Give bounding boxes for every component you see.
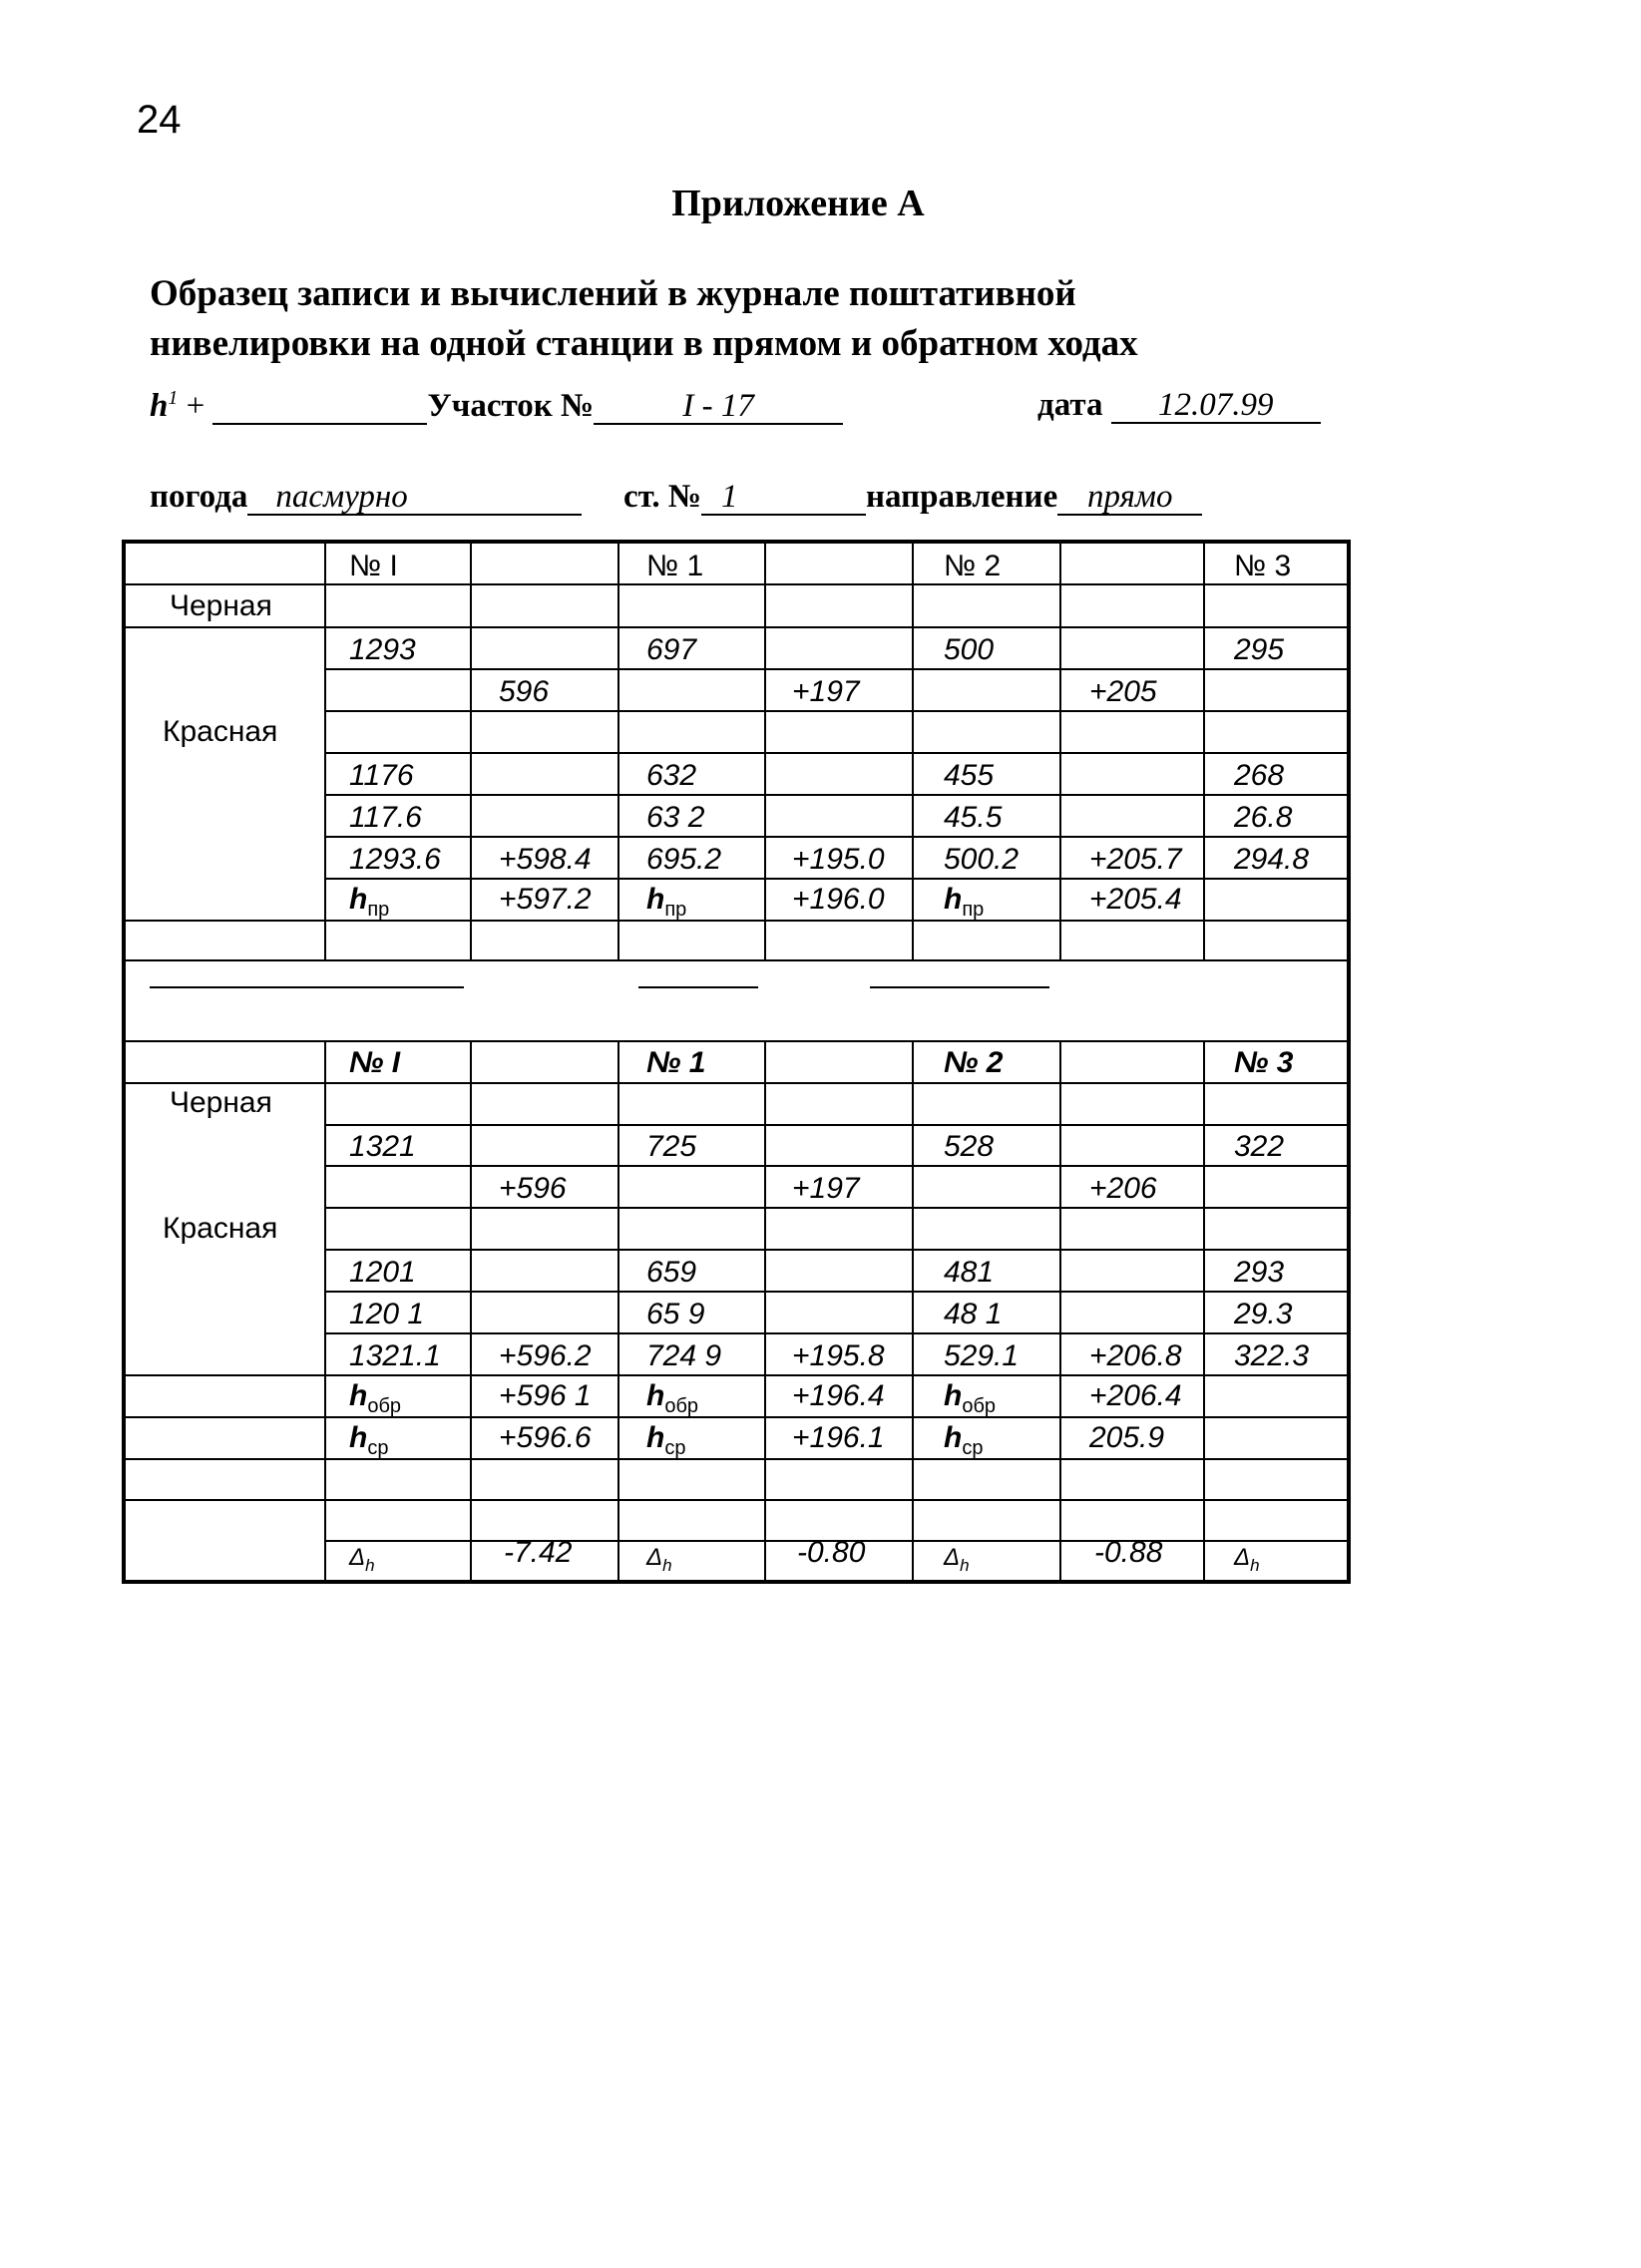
staff-header: № 2 xyxy=(944,550,1002,582)
h-mean-label: $h_{ср}$ xyxy=(349,1421,389,1459)
red-sum: 322.3 xyxy=(1234,1339,1310,1372)
table-rule-v xyxy=(764,1040,766,1581)
document-title-line-1: Образец записи и вычислений в журнале поштативной xyxy=(150,273,1076,314)
table-rule-v xyxy=(617,1040,619,1581)
h-superscript: 1 xyxy=(168,387,179,409)
table-rule-h xyxy=(126,1082,1347,1084)
black-reading: 528 xyxy=(944,1130,995,1163)
direction-value xyxy=(870,986,1049,988)
date-line xyxy=(1037,387,1321,424)
staff-header: № 3 xyxy=(1234,1046,1294,1079)
forward-header xyxy=(150,479,582,516)
table-rule-h xyxy=(324,878,1347,880)
red-sum: 695.2 xyxy=(646,843,722,876)
table-rule-v xyxy=(912,544,914,959)
table-rule-h xyxy=(324,1207,1347,1209)
delta-value: -7.42 xyxy=(504,1536,573,1569)
black-difference: +596 xyxy=(499,1172,567,1205)
black-difference: +205 xyxy=(1089,675,1157,708)
table-rule-v xyxy=(1203,1040,1205,1581)
h-mean-label: $h_{ср}$ xyxy=(944,1421,984,1459)
red-reading: 268 xyxy=(1234,759,1285,792)
backward-direction xyxy=(870,960,1049,996)
red-sum: 294.8 xyxy=(1234,843,1310,876)
staff-header: № 2 xyxy=(944,1046,1004,1079)
table-rule-h xyxy=(126,583,1347,585)
red-sum: 1321.1 xyxy=(349,1339,441,1372)
red-reading: 1176 xyxy=(349,759,414,792)
red-reading: 455 xyxy=(944,759,995,792)
table-rule-h xyxy=(126,1499,1347,1501)
header-line xyxy=(150,387,843,425)
delta-value: -0.80 xyxy=(797,1536,866,1569)
table-rule-v xyxy=(470,1040,472,1581)
station-label: ст. № xyxy=(623,479,702,515)
red-reading: 481 xyxy=(944,1256,995,1289)
side-label-red: Красная xyxy=(163,1212,278,1245)
table-rule-h xyxy=(324,1332,1347,1334)
delta-label: $\Delta_h$ xyxy=(646,1544,672,1575)
red-sum: 500.2 xyxy=(944,843,1020,876)
table-rule-v xyxy=(1203,544,1205,959)
red-tenth: 45.5 xyxy=(944,801,1003,834)
table-rule-v xyxy=(764,544,766,959)
table-rule-v xyxy=(617,544,619,959)
backward-station xyxy=(638,960,758,996)
h-обр-label: $h_{обр}$ xyxy=(646,1379,699,1417)
weather-value: пасмурно xyxy=(247,480,582,516)
red-sum: 1293.6 xyxy=(349,843,441,876)
delta-label: $\Delta_h$ xyxy=(349,1544,375,1575)
table-rule-v xyxy=(1059,544,1061,959)
red-tenth: 65 9 xyxy=(646,1298,705,1330)
h-пр-label: $h_{пр}$ xyxy=(349,883,390,921)
red-difference: +206.8 xyxy=(1089,1339,1182,1372)
red-reading: 293 xyxy=(1234,1256,1285,1289)
h-value: +205.4 xyxy=(1089,883,1182,916)
table-rule-h xyxy=(324,710,1347,712)
table-rule-h xyxy=(324,1291,1347,1293)
black-difference: +197 xyxy=(792,675,860,708)
red-tenth: 63 2 xyxy=(646,801,705,834)
table-rule-v xyxy=(324,544,326,959)
table-rule-h xyxy=(324,836,1347,838)
table-rule-h xyxy=(324,1165,1347,1167)
forward-station xyxy=(623,479,1202,516)
table-rule-h xyxy=(324,752,1347,754)
document-title xyxy=(150,269,1446,369)
table-rule-v xyxy=(324,1040,326,1581)
weather-label: погода xyxy=(150,479,248,515)
black-difference: 596 xyxy=(499,675,550,708)
h-label: h xyxy=(150,388,169,424)
red-tenth: 120 1 xyxy=(349,1298,425,1330)
table-rule-h xyxy=(324,794,1347,796)
weather-value xyxy=(150,986,464,988)
table-rule-h xyxy=(324,1124,1347,1126)
black-reading: 725 xyxy=(646,1130,697,1163)
table-rule-v xyxy=(470,544,472,959)
red-tenth: 26.8 xyxy=(1234,801,1293,834)
backward-header xyxy=(150,960,464,996)
h-value: +596 1 xyxy=(499,1379,592,1412)
table-rule-h xyxy=(324,668,1347,670)
red-tenth: 29.3 xyxy=(1234,1298,1293,1330)
black-reading: 295 xyxy=(1234,633,1285,666)
table-rule-h xyxy=(126,920,1347,922)
staff-header: № 1 xyxy=(646,1046,706,1079)
h-mean-value: +196.1 xyxy=(792,1421,885,1454)
red-tenth: 117.6 xyxy=(349,801,422,834)
table-rule-h xyxy=(324,1249,1347,1251)
plus-sign: + xyxy=(186,388,205,424)
station-value xyxy=(638,986,758,988)
red-reading: 632 xyxy=(646,759,697,792)
appendix-title: Приложение А xyxy=(671,183,925,224)
direction-value: прямо xyxy=(1057,480,1202,516)
red-difference: +205.7 xyxy=(1089,843,1182,876)
page-number: 24 xyxy=(137,98,182,142)
staff-header: № I xyxy=(349,550,398,582)
black-difference: +206 xyxy=(1089,1172,1157,1205)
h-пр-label: $h_{пр}$ xyxy=(646,883,687,921)
delta-label: $\Delta_h$ xyxy=(1234,1544,1260,1575)
h-value: +196.0 xyxy=(792,883,885,916)
h-mean-label: $h_{ср}$ xyxy=(646,1421,686,1459)
table-rule-v xyxy=(912,1040,914,1581)
staff-header: № I xyxy=(349,1046,401,1079)
table-rule-h xyxy=(126,1374,1347,1376)
side-label-black: Черная xyxy=(170,589,272,622)
black-reading: 1293 xyxy=(349,633,416,666)
direction-label: направление xyxy=(866,479,1058,515)
table-rule-h xyxy=(126,1416,1347,1418)
table-rule-v xyxy=(1059,1040,1061,1581)
red-difference: +195.0 xyxy=(792,843,885,876)
red-difference: +596.2 xyxy=(499,1339,592,1372)
table-rule-h xyxy=(126,1040,1347,1042)
black-reading: 1321 xyxy=(349,1130,416,1163)
h-value: +597.2 xyxy=(499,883,592,916)
red-tenth: 48 1 xyxy=(944,1298,1003,1330)
h-пр-label: $h_{пр}$ xyxy=(944,883,985,921)
side-label-red: Красная xyxy=(163,715,278,748)
delta-label: $\Delta_h$ xyxy=(944,1544,970,1575)
black-reading: 500 xyxy=(944,633,995,666)
document-title-line-2: нивелировки на одной станции в прямом и обратном ходах xyxy=(150,323,1138,364)
black-reading: 322 xyxy=(1234,1130,1285,1163)
section-value: I - 17 xyxy=(594,389,843,425)
h-обр-label: $h_{обр}$ xyxy=(349,1379,402,1417)
staff-header: № 3 xyxy=(1234,550,1292,582)
leveling-table xyxy=(122,540,1351,1584)
black-reading: 697 xyxy=(646,633,697,666)
red-difference: +598.4 xyxy=(499,843,592,876)
h-value: +206.4 xyxy=(1089,1379,1182,1412)
station-value: 1 xyxy=(701,480,866,516)
h-mean-value: +596.6 xyxy=(499,1421,592,1454)
staff-header: № 1 xyxy=(646,550,704,582)
black-difference: +197 xyxy=(792,1172,860,1205)
red-sum: 529.1 xyxy=(944,1339,1020,1372)
section-label: Участок № xyxy=(427,388,595,424)
blank-field xyxy=(212,389,427,425)
h-обр-label: $h_{обр}$ xyxy=(944,1379,997,1417)
date-label: дата xyxy=(1037,387,1103,423)
h-value: +196.4 xyxy=(792,1379,885,1412)
side-label-black: Черная xyxy=(170,1086,272,1119)
h-mean-value: 205.9 xyxy=(1089,1421,1165,1454)
date-value: 12.07.99 xyxy=(1111,388,1321,424)
table-rule-h xyxy=(126,626,1347,628)
table-rule-h xyxy=(126,1458,1347,1460)
red-difference: +195.8 xyxy=(792,1339,885,1372)
red-reading: 659 xyxy=(646,1256,697,1289)
delta-value: -0.88 xyxy=(1094,1536,1163,1569)
red-sum: 724 9 xyxy=(646,1339,722,1372)
red-reading: 1201 xyxy=(349,1256,416,1289)
